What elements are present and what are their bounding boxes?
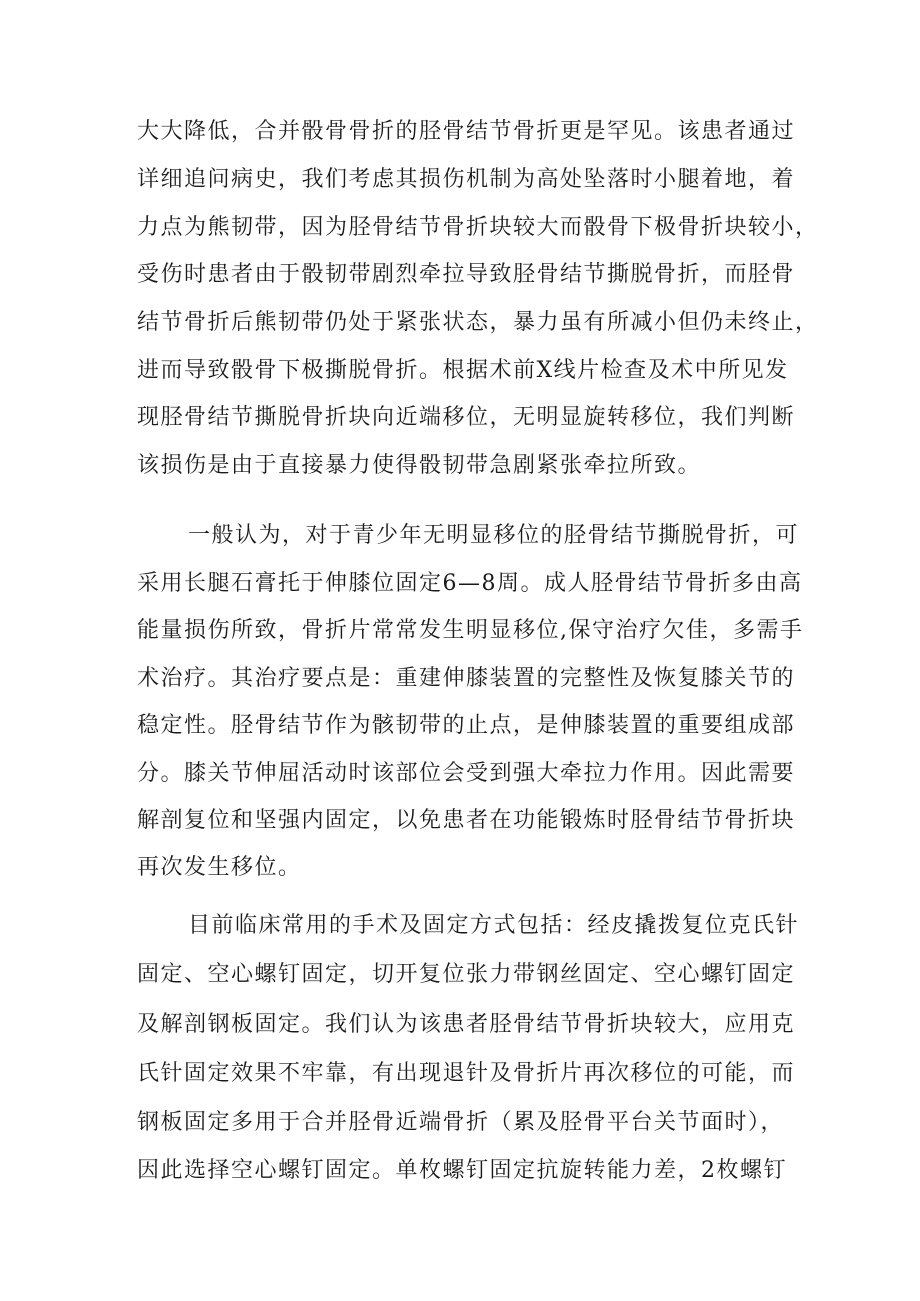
text-line: 术治疗。其治疗要点是：重建伸膝装置的完整性及恢复膝关节的 [137,666,796,691]
text-line: 现胫骨结节撕脱骨折块向近端移位，无明显旋转移位，我们判断 [137,405,796,430]
text-line: 详细追问病史，我们考虑其损伤机制为高处坠落时小腿着地，着 [137,167,796,192]
text-line: 结节骨折后熊韧带仍处于紧张状态，暴力虽有所减小但仍未终止， [137,310,819,335]
text-line: 解剖复位和坚强内固定，以免患者在功能锻炼时胫骨结节骨折块 [137,808,796,833]
text-line: 稳定性。胫骨结节作为骸韧带的止点，是伸膝装置的重要组成部 [137,713,796,738]
text-line: 进而导致骰骨下极撕脱骨折。根据术前X线片检查及术中所见发 [137,358,789,383]
text-line: 力点为熊韧带，因为胫骨结节骨折块较大而骰骨下极骨折块较小， [137,215,819,240]
text-line: 及解剖钢板固定。我们认为该患者胫骨结节骨折块较大，应用克 [137,1012,796,1037]
text-line: 一般认为，对于青少年无明显移位的胫骨结节撕脱骨折，可 [188,523,800,548]
text-line: 受伤时患者由于骰韧带剧烈牵拉导致胫骨结节撕脱骨折，而胫骨 [137,262,796,287]
text-line: 该损伤是由于直接暴力使得骰韧带急剧紧张牵拉所致。 [137,453,702,478]
text-line: 钢板固定多用于合并胫骨近端骨折（累及胫骨平台关节面时）， [137,1110,785,1135]
text-line: 能量损伤所致，骨折片常常发生明显移位,保守治疗欠佳，多需手 [137,618,804,643]
text-line: 因此选择空心螺钉固定。单枚螺钉固定抗旋转能力差，2枚螺钉 [137,1158,787,1183]
text-line: 分。膝关节伸屈活动时该部位会受到强大牵拉力作用。因此需要 [137,761,796,786]
text-line: 固定、空心螺钉固定，切开复位张力带钢丝固定、空心螺钉固定 [137,962,796,987]
text-line: 采用长腿石膏托于伸膝位固定6—8周。成人胫骨结节骨折多由高 [137,571,803,596]
text-line: 大大降低，合并骰骨骨折的胫骨结节骨折更是罕见。该患者通过 [137,119,796,144]
text-line: 氏针固定效果不牢靠，有出现退针及骨折片再次移位的可能，而 [137,1061,796,1086]
text-line: 目前临床常用的手术及固定方式包括：经皮撬拨复位克氏针 [188,913,800,938]
text-line: 再次发生移位。 [137,855,302,880]
